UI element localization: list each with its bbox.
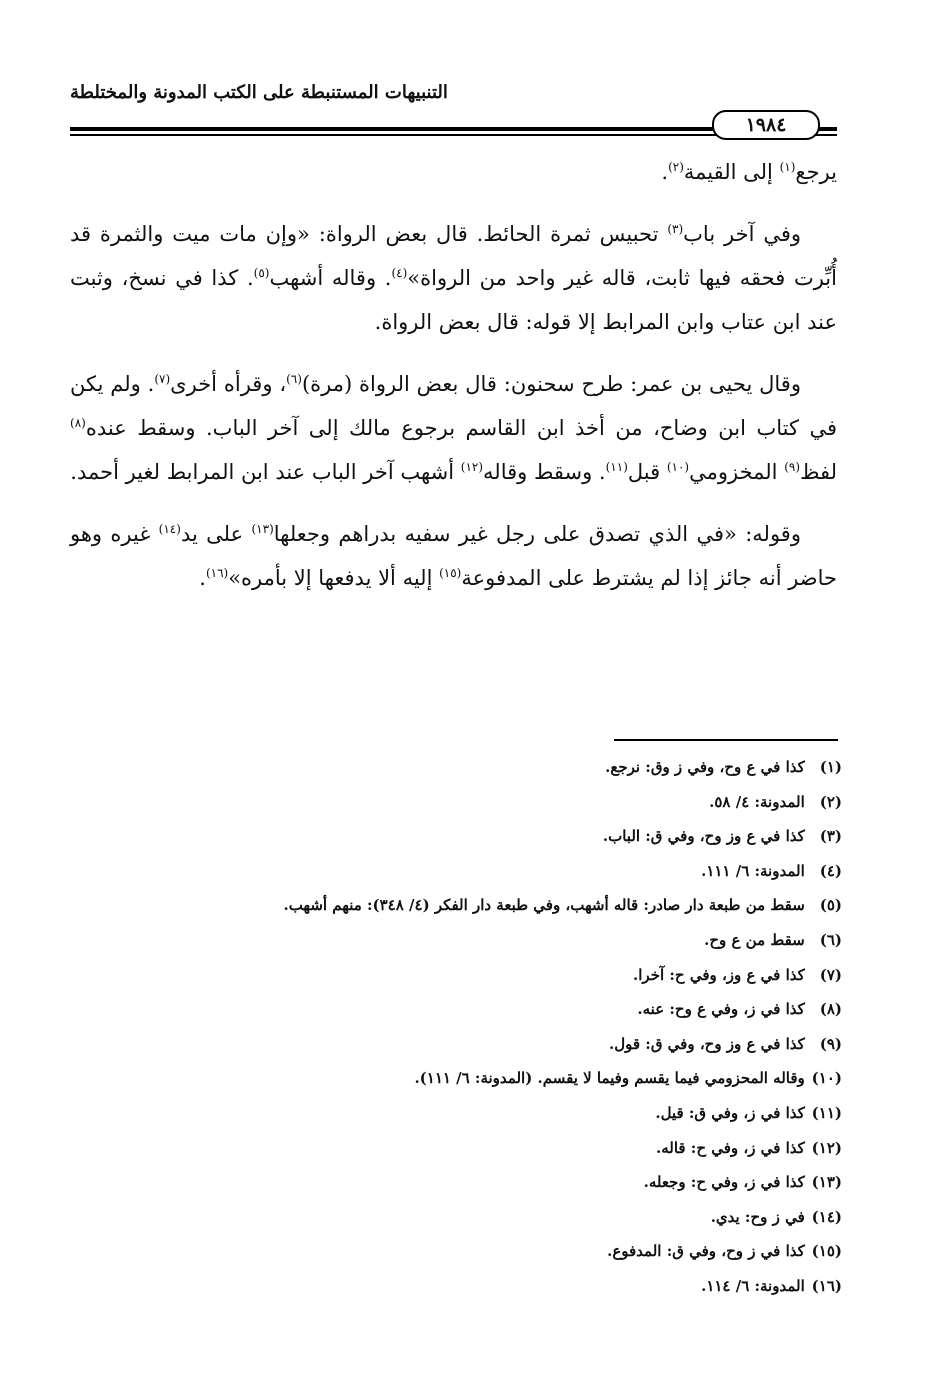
text-run: وفي آخر باب <box>683 222 802 246</box>
footnote-item <box>70 1234 842 1269</box>
text-run: وقوله: «في الذي تصدق على رجل غير سفيه بدراهم وجعلها <box>273 522 801 546</box>
text-run: ، وقرأه أخرى <box>170 372 287 396</box>
footnote-item <box>70 1131 842 1166</box>
footnote-separator <box>614 739 838 741</box>
page-number-badge: ١٩٨٤ <box>712 110 820 140</box>
footnote-ref: (١) <box>779 160 796 174</box>
footnote-number: (١٢) <box>811 1138 842 1157</box>
footnote-item <box>70 785 842 820</box>
footnote-number: (١٤) <box>811 1207 842 1226</box>
footnote-text: كذا في ز، وفي ح: وجعله. <box>643 1173 805 1192</box>
footnote-ref: (٨) <box>70 416 86 430</box>
footnote-ref: (٩) <box>784 460 801 474</box>
footnote-number: (٧) <box>819 965 842 984</box>
footnote-number: (٢) <box>819 792 842 811</box>
footnote-ref: (١٦) <box>205 566 229 580</box>
footnote-ref: (١٣) <box>251 522 274 536</box>
text-run: . كذا في نسخ، وثبت عند ابن عتاب وابن المرابط إلا قوله: قال بعض الرواة. <box>70 266 837 334</box>
footnote-ref: (١١) <box>605 460 628 474</box>
paragraph-2 <box>70 212 837 344</box>
paragraph-1 <box>70 150 837 194</box>
footnote-number: (١٣) <box>811 1173 842 1192</box>
footnote-number: (١٠) <box>811 1069 842 1088</box>
footnote-ref: (٣) <box>667 222 684 236</box>
text-run: يرجع <box>795 160 837 184</box>
footnote-number: (٤) <box>819 861 842 880</box>
footnote-item <box>70 923 842 958</box>
footnote-text: كذا في ع وز وح، وفي ق: قول. <box>609 1034 805 1053</box>
footnote-number: (١) <box>819 758 842 776</box>
footnote-ref: (١٠) <box>666 460 690 474</box>
footnote-text: في ز وح: يدي. <box>710 1207 805 1226</box>
footnote-number: (٨) <box>819 1000 842 1019</box>
footnote-ref: (٤) <box>391 266 408 280</box>
paragraph-4 <box>70 512 837 600</box>
footnote-number: (١٦) <box>811 1276 842 1295</box>
footnote-item <box>70 992 842 1027</box>
footnote-item <box>70 1096 842 1131</box>
footnote-number: (٦) <box>819 930 842 949</box>
footnote-text: المدونة: ٤/ ٥٨. <box>709 792 805 811</box>
footnote-item <box>70 1200 842 1235</box>
text-run: إلى القيمة <box>683 160 780 184</box>
footnote-item <box>70 1061 842 1096</box>
footnote-ref: (٧) <box>154 372 171 386</box>
footnote-number: (١١) <box>811 1103 842 1122</box>
footnote-text: سقط من ع وح. <box>704 930 805 949</box>
text-run: قبل <box>627 460 667 484</box>
text-run: . <box>661 160 669 184</box>
footnote-text: سقط من طبعة دار صادر: قاله أشهب، وفي طبعة دار الفكر (٤/ ٣٤٨): منهم أشهب. <box>283 896 805 915</box>
footnote-text: المدونة: ٦/ ١١٤. <box>701 1276 805 1295</box>
text-run: لفظ <box>800 460 837 484</box>
footnote-text: كذا في ز وح، وفي ق: المدفوع. <box>607 1242 805 1261</box>
footnote-item <box>70 750 842 785</box>
footnotes-list <box>70 750 842 1304</box>
text-run: على يد <box>180 522 252 546</box>
text-run: أشهب آخر الباب عند ابن المرابط لغير أحمد. <box>70 460 461 484</box>
footnote-text: وقاله المحزومي فيما يقسم وفيما لا يقسم. (المدونة: ٦/ ١١١). <box>414 1069 805 1088</box>
footnote-text: كذا في ز، وفي ق: قيل. <box>655 1103 805 1122</box>
footnote-text: المدونة: ٦/ ١١١. <box>701 861 805 880</box>
footnote-item <box>70 1165 842 1200</box>
running-header-title: التنبيهات المستنبطة على الكتب المدونة والمختلطة <box>70 82 448 103</box>
footnote-item <box>70 819 842 854</box>
footnote-number: (٣) <box>819 827 842 846</box>
footnote-item <box>70 1269 842 1304</box>
text-run: إليه ألا يدفعها إلا بأمره» <box>228 566 440 590</box>
text-run: . وسقط وقاله <box>483 460 606 484</box>
footnote-ref: (٦) <box>286 372 302 386</box>
footnote-item <box>70 888 842 923</box>
footnote-item <box>70 958 842 993</box>
footnote-ref: (٢) <box>668 160 684 174</box>
footnote-item <box>70 854 842 889</box>
footnote-text: كذا في ع وح، وفي ز وق: نرجع. <box>605 758 805 776</box>
footnote-ref: (١٤) <box>158 522 181 536</box>
text-run: . وقاله أشهب <box>269 266 392 290</box>
footnote-text: كذا في ز، وفي ح: قاله. <box>656 1138 805 1157</box>
footnote-text: كذا في ع وز، وفي ح: آخرا. <box>633 965 805 984</box>
text-run: . ولم يكن في كتاب ابن وضاح، من أخذ ابن القاسم برجوع مالك إلى آخر الباب. وسقط عنده <box>70 372 837 440</box>
paragraph-3 <box>70 362 837 494</box>
text-run: . <box>199 566 206 590</box>
footnote-text: كذا في ز، وفي ع وح: عنه. <box>637 1000 805 1019</box>
text-run: المخزومي <box>689 460 785 484</box>
text-run: تحبيس ثمرة الحائط. قال بعض الرواة: «وإن مات ميت والثمرة قد أُبِّرت فحقه فيها ثابت، قاله غير واحد من الرواة» <box>70 222 837 290</box>
text-run: غيره وهو حاضر أنه جائز إذا لم يشترط على المدفوعة <box>70 522 837 590</box>
footnote-text: كذا في ع وز وح، وفي ق: الباب. <box>602 827 805 846</box>
footnote-item <box>70 1027 842 1062</box>
footnote-ref: (٥) <box>253 266 270 280</box>
footnote-number: (١٥) <box>811 1242 842 1261</box>
footnote-ref: (١٢) <box>460 460 484 474</box>
main-text <box>70 150 837 618</box>
footnote-ref: (١٥) <box>439 566 462 580</box>
footnote-number: (٩) <box>819 1034 842 1053</box>
text-run: وقال يحيى بن عمر: طرح سحنون: قال بعض الرواة (مرة) <box>301 372 801 396</box>
footnote-number: (٥) <box>819 896 842 915</box>
